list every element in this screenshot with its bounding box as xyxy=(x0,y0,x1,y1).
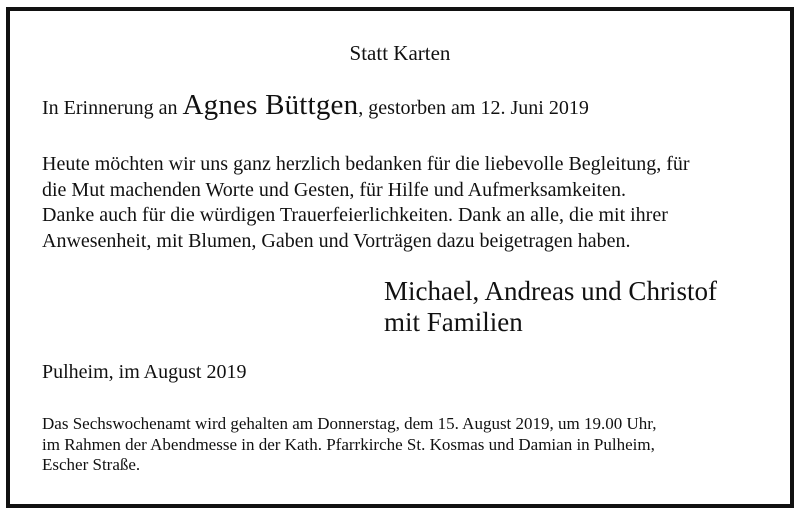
service-line: Escher Straße. xyxy=(42,455,141,474)
remembrance-prefix: In Erinnerung an xyxy=(42,97,178,119)
service-announcement xyxy=(42,414,657,476)
thanks-paragraph xyxy=(42,152,690,254)
thanks-line: Danke auch für die würdigen Trauerfeierlichkeiten. Dank an alle, die mit ihrer xyxy=(42,204,668,226)
thanks-line: Anwesenheit, mit Blumen, Gaben und Vorträgen dazu beigetragen haben. xyxy=(42,229,631,252)
signature-families: mit Familien xyxy=(384,307,523,337)
signature-block xyxy=(384,276,717,338)
deceased-name: Agnes Büttgen xyxy=(182,89,359,121)
service-line: Das Sechswochenamt wird gehalten am Donnerstag, dem 15. August 2019, um 19.00 Uhr, xyxy=(42,414,657,433)
notice-header: Statt Karten xyxy=(349,41,451,65)
thanks-line: Heute möchten wir uns ganz herzlich bedanken für die liebevolle Begleitung, für xyxy=(42,153,690,175)
obituary-notice xyxy=(6,7,794,508)
remembrance-suffix: , gestorben am 12. Juni 2019 xyxy=(358,97,589,119)
place-date: Pulheim, im August 2019 xyxy=(42,361,247,383)
thanks-line: die Mut machenden Worte und Gesten, für Hilfe und Aufmerksamkeiten. xyxy=(42,178,626,201)
service-line: im Rahmen der Abendmesse in der Kath. Pfarrkirche St. Kosmas und Damian in Pulheim, xyxy=(42,434,655,454)
remembrance-line xyxy=(42,89,589,122)
signature-names: Michael, Andreas und Christof xyxy=(384,276,717,306)
